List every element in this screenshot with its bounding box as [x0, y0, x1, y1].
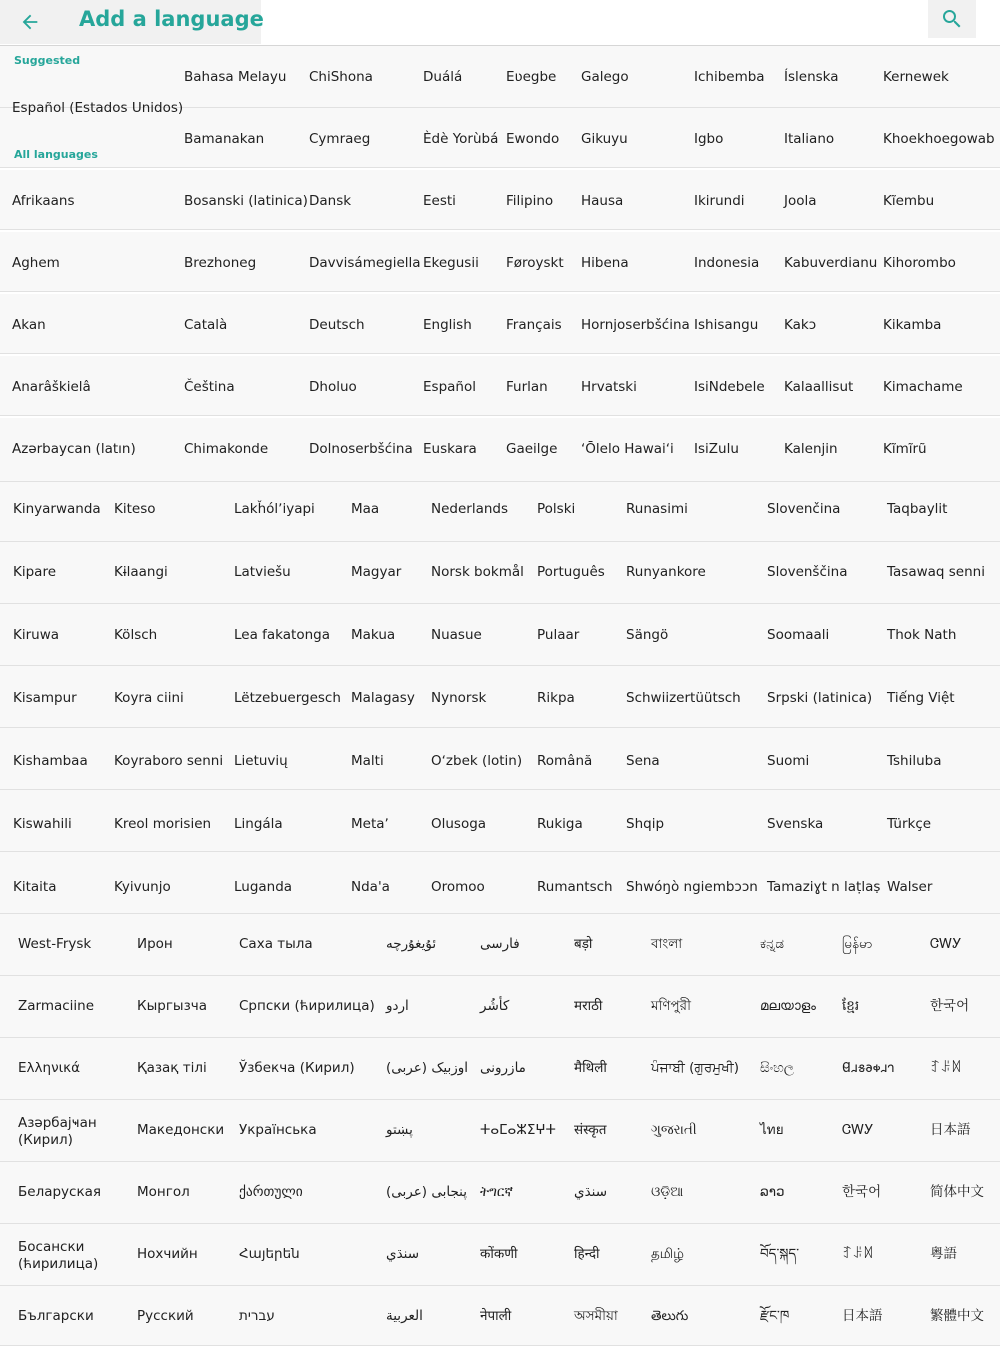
language-item[interactable]: Azərbaycan (latın) — [12, 441, 136, 457]
language-item[interactable]: Kölsch — [114, 627, 158, 643]
language-item[interactable]: Kitaita — [13, 879, 57, 895]
language-item[interactable]: Bosanski (latinica) — [184, 193, 308, 209]
language-item[interactable]: Igbo — [694, 131, 724, 147]
language-item[interactable]: ខ្មែរ — [842, 998, 860, 1014]
language-item[interactable]: Kalenjin — [784, 441, 838, 457]
language-item[interactable]: Koyraboro senni — [114, 753, 224, 769]
language-item[interactable]: Ekegusii — [423, 255, 479, 271]
language-item[interactable]: 한국어 — [842, 1184, 882, 1200]
language-item[interactable]: Malagasy — [351, 690, 415, 706]
language-item[interactable]: Bamanakan — [184, 131, 265, 147]
language-item[interactable]: Қазақ тілі — [137, 1060, 207, 1076]
language-item[interactable]: Latviešu — [234, 564, 291, 580]
language-item[interactable]: Taqbaylit — [887, 501, 948, 517]
language-item[interactable]: ગુજરાતી — [651, 1122, 697, 1138]
language-item[interactable]: Кыргызча — [137, 998, 207, 1014]
language-item[interactable]: Kreol morisien — [114, 816, 212, 832]
language-item[interactable]: Cymraeg — [309, 131, 371, 147]
language-item[interactable]: ئۇيغۇرچە — [386, 936, 437, 952]
language-item[interactable]: Hornjoserbšćina — [581, 317, 690, 333]
language-item[interactable]: 简体中文 — [930, 1184, 984, 1200]
language-item[interactable]: Српски (ћирилица) — [239, 998, 375, 1014]
language-item[interactable]: Hibena — [581, 255, 629, 271]
section-header-all-languages: All languages — [14, 148, 98, 161]
language-item[interactable]: Nuasue — [431, 627, 482, 643]
language-item[interactable]: Ishisangu — [694, 317, 759, 333]
language-item[interactable]: Indonesia — [694, 255, 760, 271]
language-item[interactable]: IsiNdebele — [694, 379, 765, 395]
language-item[interactable]: বাংলা — [651, 936, 683, 952]
language-item[interactable]: Ikirundi — [694, 193, 745, 209]
language-item[interactable]: Rikpa — [537, 690, 575, 706]
language-item[interactable]: मराठी — [574, 998, 603, 1014]
language-item[interactable]: Soomaali — [767, 627, 830, 643]
language-item[interactable]: Kĩmĩrũ — [883, 441, 927, 457]
language-item[interactable]: Lingála — [234, 816, 283, 832]
language-item[interactable]: Русский — [137, 1308, 194, 1324]
language-item[interactable]: অসমীয়া — [574, 1308, 618, 1324]
section-header-suggested: Suggested — [14, 54, 81, 67]
language-item[interactable]: English — [423, 317, 472, 333]
language-item[interactable]: Kɨlaangi — [114, 564, 168, 580]
language-item[interactable]: बड़ो — [574, 936, 593, 952]
language-item[interactable]: Dolnoserbšćina — [309, 441, 413, 457]
language-item[interactable]: Türkçe — [887, 816, 932, 832]
language-item[interactable]: Shwóŋò ngiembɔɔn — [626, 879, 758, 895]
language-item[interactable]: Anarâškielâ — [12, 379, 91, 395]
language-item[interactable]: Ndaꞌa — [351, 879, 390, 895]
language-item[interactable]: Español (Estados Unidos) — [12, 100, 184, 116]
language-item[interactable]: Metaʼ — [351, 816, 389, 832]
language-item[interactable]: 日本語 — [842, 1308, 883, 1324]
language-item[interactable]: עברית — [239, 1308, 275, 1324]
language-item[interactable]: Slovenčina — [767, 501, 841, 517]
language-item[interactable]: Kimachame — [883, 379, 963, 395]
language-item[interactable]: Lea fakatonga — [234, 627, 330, 643]
language-item[interactable]: فارسی — [480, 936, 520, 952]
language-item[interactable]: Zarmaciine — [18, 998, 95, 1014]
language-item[interactable]: Sängö — [626, 627, 669, 643]
language-item[interactable]: कोंकणी — [480, 1246, 518, 1262]
language-item[interactable]: Ирон — [137, 936, 173, 952]
language-item[interactable]: Kipare — [13, 564, 57, 580]
language-item[interactable]: Schwiizertüütsch — [626, 690, 741, 706]
language-item[interactable]: Chimakonde — [184, 441, 269, 457]
language-item[interactable]: 한국어 — [930, 998, 970, 1014]
language-item[interactable]: IsiZulu — [694, 441, 739, 457]
language-item[interactable]: मैथिली — [574, 1060, 607, 1076]
language-item[interactable]: Tiếng Việt — [887, 690, 955, 706]
language-item[interactable]: Walser — [887, 879, 933, 895]
language-item[interactable]: Furlan — [506, 379, 548, 395]
language-item[interactable]: Català — [184, 317, 228, 333]
language-item[interactable]: ትግርኛ — [480, 1184, 513, 1200]
language-item[interactable]: Rumantsch — [537, 879, 613, 895]
language-item[interactable]: Olusoga — [431, 816, 487, 832]
language-item[interactable]: پنجابی (عربی) — [386, 1184, 468, 1200]
language-item[interactable]: Deutsch — [309, 317, 365, 333]
page-title: Add a language — [79, 7, 264, 31]
language-item[interactable]: ⵜⴰⵎⴰⵣⵉⵖⵜ — [480, 1122, 556, 1138]
language-item[interactable]: ꆈꌠꉙ — [930, 1060, 962, 1076]
language-item[interactable]: Malti — [351, 753, 384, 769]
language-item[interactable]: ꆈꌠꉙ — [842, 1246, 874, 1262]
language-item[interactable]: Makua — [351, 627, 396, 643]
language-item[interactable]: 𐐔𐐯𐑅𐐨𐑉𐐯𐐻 — [842, 1060, 895, 1076]
language-item[interactable]: Kakɔ — [784, 317, 817, 333]
language-item[interactable]: ქართული — [239, 1184, 303, 1200]
language-item[interactable]: සිංහල — [760, 1060, 795, 1076]
language-item[interactable]: کأشُر — [480, 998, 510, 1014]
language-item[interactable]: Монгол — [137, 1184, 190, 1200]
language-item[interactable]: العربية — [386, 1308, 423, 1324]
language-item[interactable]: Galego — [581, 69, 629, 85]
language-item[interactable]: Suomi — [767, 753, 810, 769]
language-item[interactable]: മലയാളം — [760, 998, 816, 1014]
language-item[interactable]: Tasawaq senni — [887, 564, 985, 580]
language-item[interactable]: Dansk — [309, 193, 352, 209]
language-item[interactable]: ᏣᎳᎩ — [930, 936, 962, 952]
language-item[interactable]: Duálá — [423, 69, 463, 85]
language-item[interactable]: Føroyskt — [506, 255, 564, 271]
language-item[interactable]: Kernewek — [883, 69, 949, 85]
language-item[interactable]: سنڌي — [386, 1246, 420, 1262]
language-item[interactable]: Нохчийн — [137, 1246, 198, 1262]
language-item[interactable]: Kalaallisut — [784, 379, 854, 395]
language-item[interactable]: Čeština — [184, 379, 235, 395]
language-item[interactable]: தமிழ் — [651, 1246, 684, 1262]
language-item[interactable]: संस्कृत — [574, 1122, 607, 1138]
language-item[interactable]: اوزبیک (عربی) — [386, 1060, 469, 1076]
language-item[interactable]: ಕನ್ನಡ — [760, 936, 785, 952]
language-item[interactable]: Oʻzbek (lotin) — [431, 753, 523, 769]
language-item[interactable]: ລາວ — [760, 1184, 785, 1200]
language-item[interactable]: Tshiluba — [887, 753, 942, 769]
language-item[interactable]: Kabuverdianu — [784, 255, 878, 271]
language-item[interactable]: Kihorombo — [883, 255, 956, 271]
language-item[interactable]: Koyra ciini — [114, 690, 184, 706]
language-item[interactable]: Thok Nath — [887, 627, 957, 643]
language-item[interactable]: 日本語 — [930, 1122, 971, 1138]
language-item[interactable]: हिन्दी — [574, 1246, 600, 1262]
language-item[interactable]: Tamaziɣt n laṭlaṣ — [767, 879, 881, 895]
language-item[interactable]: پښتو — [386, 1122, 413, 1138]
language-item[interactable]: মণিপুরী — [651, 998, 691, 1014]
language-item[interactable]: Slovenščina — [767, 564, 848, 580]
language-item[interactable]: Shqip — [626, 816, 665, 832]
language-item[interactable]: West-Frysk — [18, 936, 92, 952]
language-item[interactable]: Kisampur — [13, 690, 77, 706]
language-item[interactable]: Lakȟólʼiyapi — [234, 501, 315, 517]
language-item[interactable]: Joola — [784, 193, 817, 209]
language-item[interactable]: Kikamba — [883, 317, 942, 333]
language-item[interactable]: Runasimi — [626, 501, 688, 517]
language-item[interactable]: Lietuvių — [234, 753, 288, 769]
language-item[interactable]: Español — [423, 379, 476, 395]
language-item[interactable]: مازرونی — [480, 1060, 526, 1076]
language-item[interactable]: རྫོང་ཁ — [760, 1308, 790, 1324]
language-item[interactable]: Босански (ћирилица) — [18, 1239, 99, 1272]
language-item[interactable]: Euskara — [423, 441, 477, 457]
language-item[interactable]: Srpski (latinica) — [767, 690, 873, 706]
language-item[interactable]: Svenska — [767, 816, 824, 832]
language-item[interactable]: తెలుగు — [651, 1308, 689, 1324]
language-item[interactable]: 粵語 — [930, 1246, 957, 1262]
language-item[interactable]: Lëtzebuergesch — [234, 690, 341, 706]
language-item[interactable]: ChiShona — [309, 69, 373, 85]
language-item[interactable]: Kishambaa — [13, 753, 88, 769]
language-item[interactable]: Ichibemba — [694, 69, 765, 85]
language-item[interactable]: سنڌي — [574, 1184, 608, 1200]
language-item[interactable]: Hausa — [581, 193, 624, 209]
language-item[interactable]: Polski — [537, 501, 576, 517]
language-item[interactable]: Filipino — [506, 193, 554, 209]
language-item[interactable]: Hrvatski — [581, 379, 637, 395]
language-item[interactable]: Հայերեն — [239, 1246, 300, 1262]
language-item[interactable]: Ўзбекча (Кирил) — [239, 1060, 355, 1076]
language-item[interactable]: Luganda — [234, 879, 293, 895]
language-item[interactable]: Runyankore — [626, 564, 706, 580]
language-item[interactable]: 繁體中文 — [930, 1308, 984, 1324]
language-item[interactable]: Português — [537, 564, 605, 580]
language-item[interactable]: Ελληνικά — [18, 1060, 81, 1076]
language-item[interactable]: Eʋegbe — [506, 69, 557, 85]
language-item[interactable]: اردو — [386, 998, 409, 1014]
language-item[interactable]: Kyivunjo — [114, 879, 171, 895]
language-item[interactable]: Italiano — [784, 131, 835, 147]
language-item[interactable]: Саха тыла — [239, 936, 313, 952]
language-item[interactable]: Kiruwa — [13, 627, 60, 643]
language-item[interactable]: Oromoo — [431, 879, 485, 895]
language-item[interactable]: Română — [537, 753, 593, 769]
language-item[interactable]: ʻŌlelo Hawaiʻi — [581, 441, 674, 457]
language-item[interactable]: Khoekhoegowab — [883, 131, 995, 147]
language-item[interactable]: Afrikaans — [12, 193, 75, 209]
language-item[interactable]: Македонски — [137, 1122, 225, 1138]
language-item[interactable]: नेपाली — [480, 1308, 512, 1324]
language-item[interactable]: Eesti — [423, 193, 456, 209]
language-item[interactable]: ᏣᎳᎩ — [842, 1122, 874, 1138]
language-item[interactable]: Français — [506, 317, 562, 333]
language-item[interactable]: Азәрбајҹан (Кирил) — [18, 1115, 97, 1148]
language-item[interactable]: Bahasa Melayu — [184, 69, 287, 85]
language-item[interactable]: Български — [18, 1308, 94, 1324]
language-item[interactable]: Gikuyu — [581, 131, 628, 147]
language-item[interactable]: Ewondo — [506, 131, 560, 147]
language-item[interactable]: Íslenska — [784, 69, 839, 85]
language-item[interactable]: Sena — [626, 753, 660, 769]
language-item[interactable]: བོད་སྐད་ — [760, 1246, 800, 1262]
language-item[interactable]: Akan — [12, 317, 46, 333]
language-item[interactable]: မြန်မာ — [842, 936, 873, 952]
language-item[interactable]: ไทย — [760, 1122, 784, 1138]
language-item[interactable]: ଓଡ଼ିଆ — [651, 1184, 684, 1200]
language-item[interactable]: Davvisámegiella — [309, 255, 421, 271]
language-item[interactable]: Dholuo — [309, 379, 357, 395]
language-item[interactable]: Pulaar — [537, 627, 580, 643]
language-item[interactable]: Gaeilge — [506, 441, 558, 457]
language-item[interactable]: Kinyarwanda — [13, 501, 101, 517]
language-item[interactable]: Nynorsk — [431, 690, 487, 706]
language-item[interactable]: Brezhoneg — [184, 255, 257, 271]
language-item[interactable]: Aghem — [12, 255, 60, 271]
language-item[interactable]: Kiswahili — [13, 816, 72, 832]
language-item[interactable]: Magyar — [351, 564, 402, 580]
language-item[interactable]: Rukiga — [537, 816, 583, 832]
language-item[interactable]: Norsk bokmål — [431, 564, 524, 580]
language-item[interactable]: Беларуская — [18, 1184, 101, 1200]
language-item[interactable]: Kiteso — [114, 501, 156, 517]
language-item[interactable]: Èdè Yorùbá — [423, 131, 499, 147]
language-item[interactable]: Nederlands — [431, 501, 509, 517]
language-item[interactable]: ਪੰਜਾਬੀ (ਗੁਰਮੁਖੀ) — [651, 1060, 739, 1076]
language-item[interactable]: Kĩembu — [883, 193, 935, 209]
language-item[interactable]: Українська — [239, 1122, 317, 1138]
language-item[interactable]: Maa — [351, 501, 380, 517]
